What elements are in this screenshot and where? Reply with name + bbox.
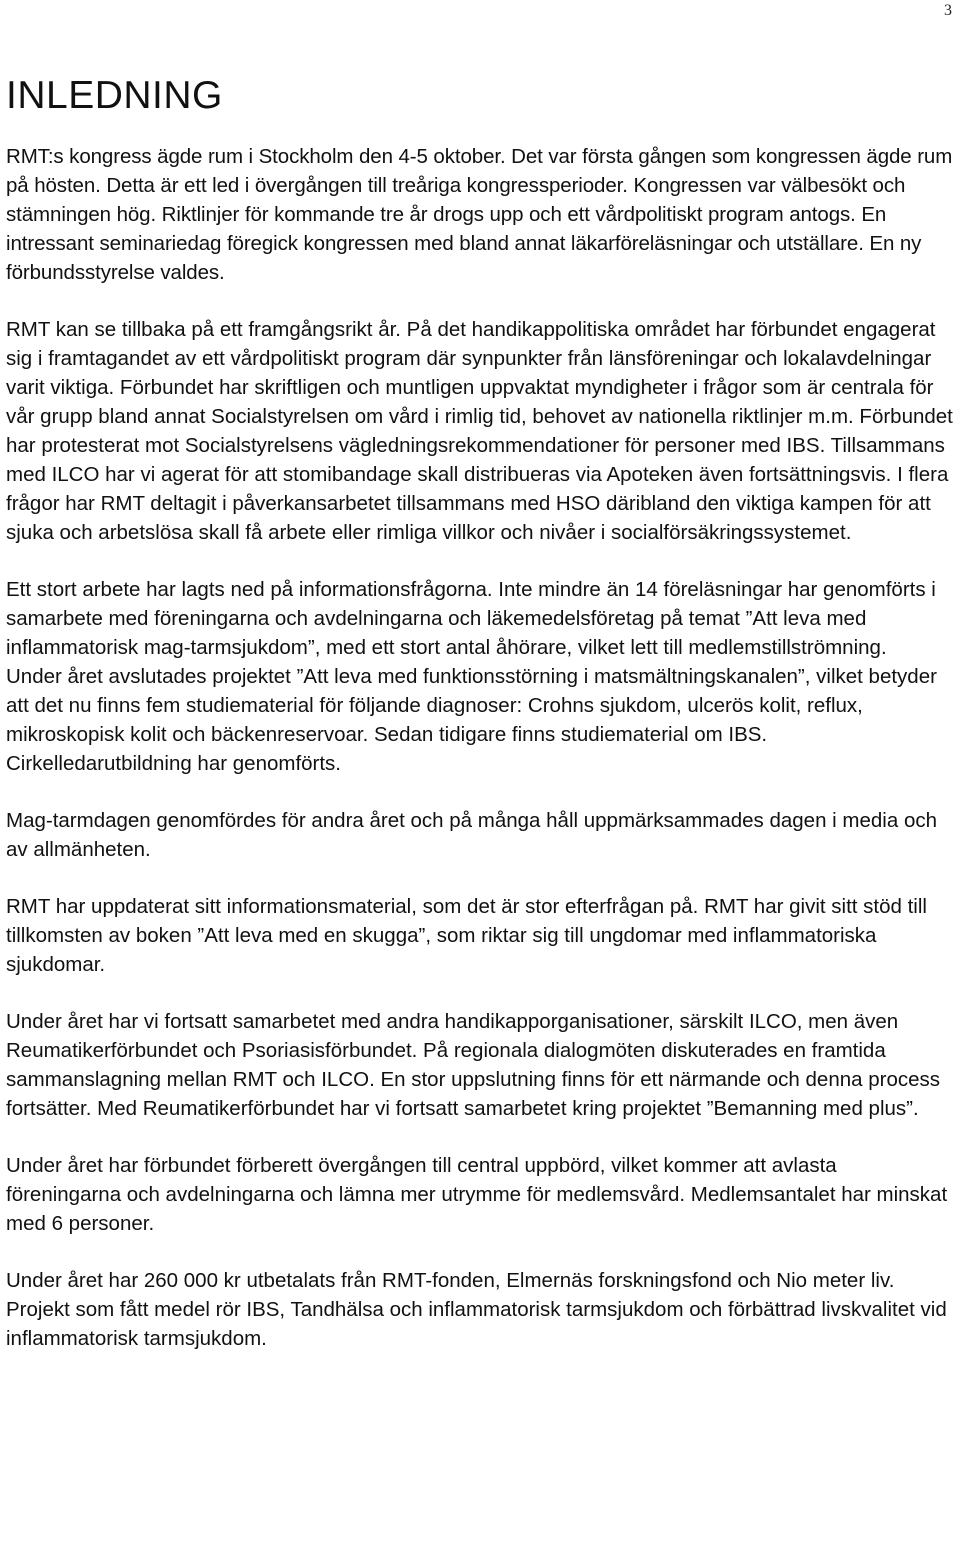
paragraph-cooperation: Under året har vi fortsatt samarbetet med andra handikapporganisationer, särskilt ILCO, men även Reumatikerförbundet och Psoriasisförbundet. På regionala dialogmöten diskuterades en framtida sammanslagning mellan RMT och ILCO. En stor uppslutning finns för ett närmande och denna process fortsätter. Med Reumatikerförbundet har vi fortsatt samarbetet kring projektet ”Bemanning med plus”. bbox=[6, 1010, 941, 1120]
paragraph-info-material: RMT har uppdaterat sitt informationsmaterial, som det är stor efterfrågan på. RMT har givit sitt stöd till tillkomsten av boken ”Att leva med en skugga”, som riktar sig till ungdomar med inflammatoriska sjukdomar. bbox=[6, 895, 927, 976]
paragraph-project: Under året avslutades projektet ”Att leva med funktionsstörning i matsmältningskanalen”, vilket betyder att det nu finns fem studiematerial för följande diagnoser: Crohns sjukdom, ulcerös kolit, reflux, mikroskopisk kolit och bäckenreservoar. Sedan tidigare finns studiematerial om IBS. Cirkelledarutbildning har genomförts. bbox=[6, 665, 937, 775]
page-title: INLEDNING bbox=[6, 74, 223, 117]
paragraph-congress: RMT:s kongress ägde rum i Stockholm den 4-5 oktober. Det var första gången som kongressen ägde rum på hösten. Detta är ett led i övergången till treåriga kongressperioder. Kongressen var välbesökt och stämningen hög. Riktlinjer för kommande tre år drogs upp och ett vårdpolitiskt program antogs. En intressant seminariedag föregick kongressen med bland annat läkarföreläsningar och utställare. En ny förbundsstyrelse valdes. bbox=[6, 145, 953, 284]
paragraph-information: Ett stort arbete har lagts ned på informationsfrågorna. Inte mindre än 14 föreläsningar har genomförts i samarbete med föreningarna och avdelningarna och läkemedelsföretag på temat ”Att leva med inflammatorisk mag-tarmsjukdom”, med ett stort antal åhörare, vilket lett till medlemstillströmning. bbox=[6, 578, 936, 659]
paragraph-funds: Under året har 260 000 kr utbetalats från RMT-fonden, Elmernäs forskningsfond och Nio meter liv. Projekt som fått medel rör IBS, Tandhälsa och inflammatorisk tarmsjukdom och förbättrad livskvalitet vid inflammatorisk tarmsjukdom. bbox=[6, 1269, 947, 1350]
paragraph-central-collection: Under året har förbundet förberett övergången till central uppbörd, vilket kommer att avlasta föreningarna och avdelningarna och lämna mer utrymme för medlemsvård. Medlemsantalet har minskat med 6 personer. bbox=[6, 1154, 948, 1235]
paragraph-successful-year: RMT kan se tillbaka på ett framgångsrikt år. På det handikappolitiska området har förbundet engagerat sig i framtagandet av ett vårdpolitiskt program där synpunkter från länsföreningar och lokalavdelningar varit viktiga. Förbundet har skriftligen och muntligen uppvaktat myndigheter i frågor som är centrala för vår grupp bland annat Socialstyrelsen om vård i rimlig tid, behovet av nationella riktlinjer m.m. Förbundet har protesterat mot Socialstyrelsens vägledningsrekommendationer för personer med IBS. Tillsammans med ILCO har vi agerat för att stomibandage skall distribueras via Apoteken även fortsättningsvis. I flera frågor har RMT deltagit i påverkansarbetet tillsammans med HSO däribland den viktiga kampen för att sjuka och arbetslösa skall få arbete eller rimliga villkor och nivåer i socialförsäkringssystemet. bbox=[6, 318, 953, 544]
page-number: 3 bbox=[944, 2, 952, 19]
document-body bbox=[6, 70, 956, 1381]
paragraph-mag-tarmdagen: Mag-tarmdagen genomfördes för andra året och på många håll uppmärksammades dagen i media och av allmänheten. bbox=[6, 809, 937, 861]
